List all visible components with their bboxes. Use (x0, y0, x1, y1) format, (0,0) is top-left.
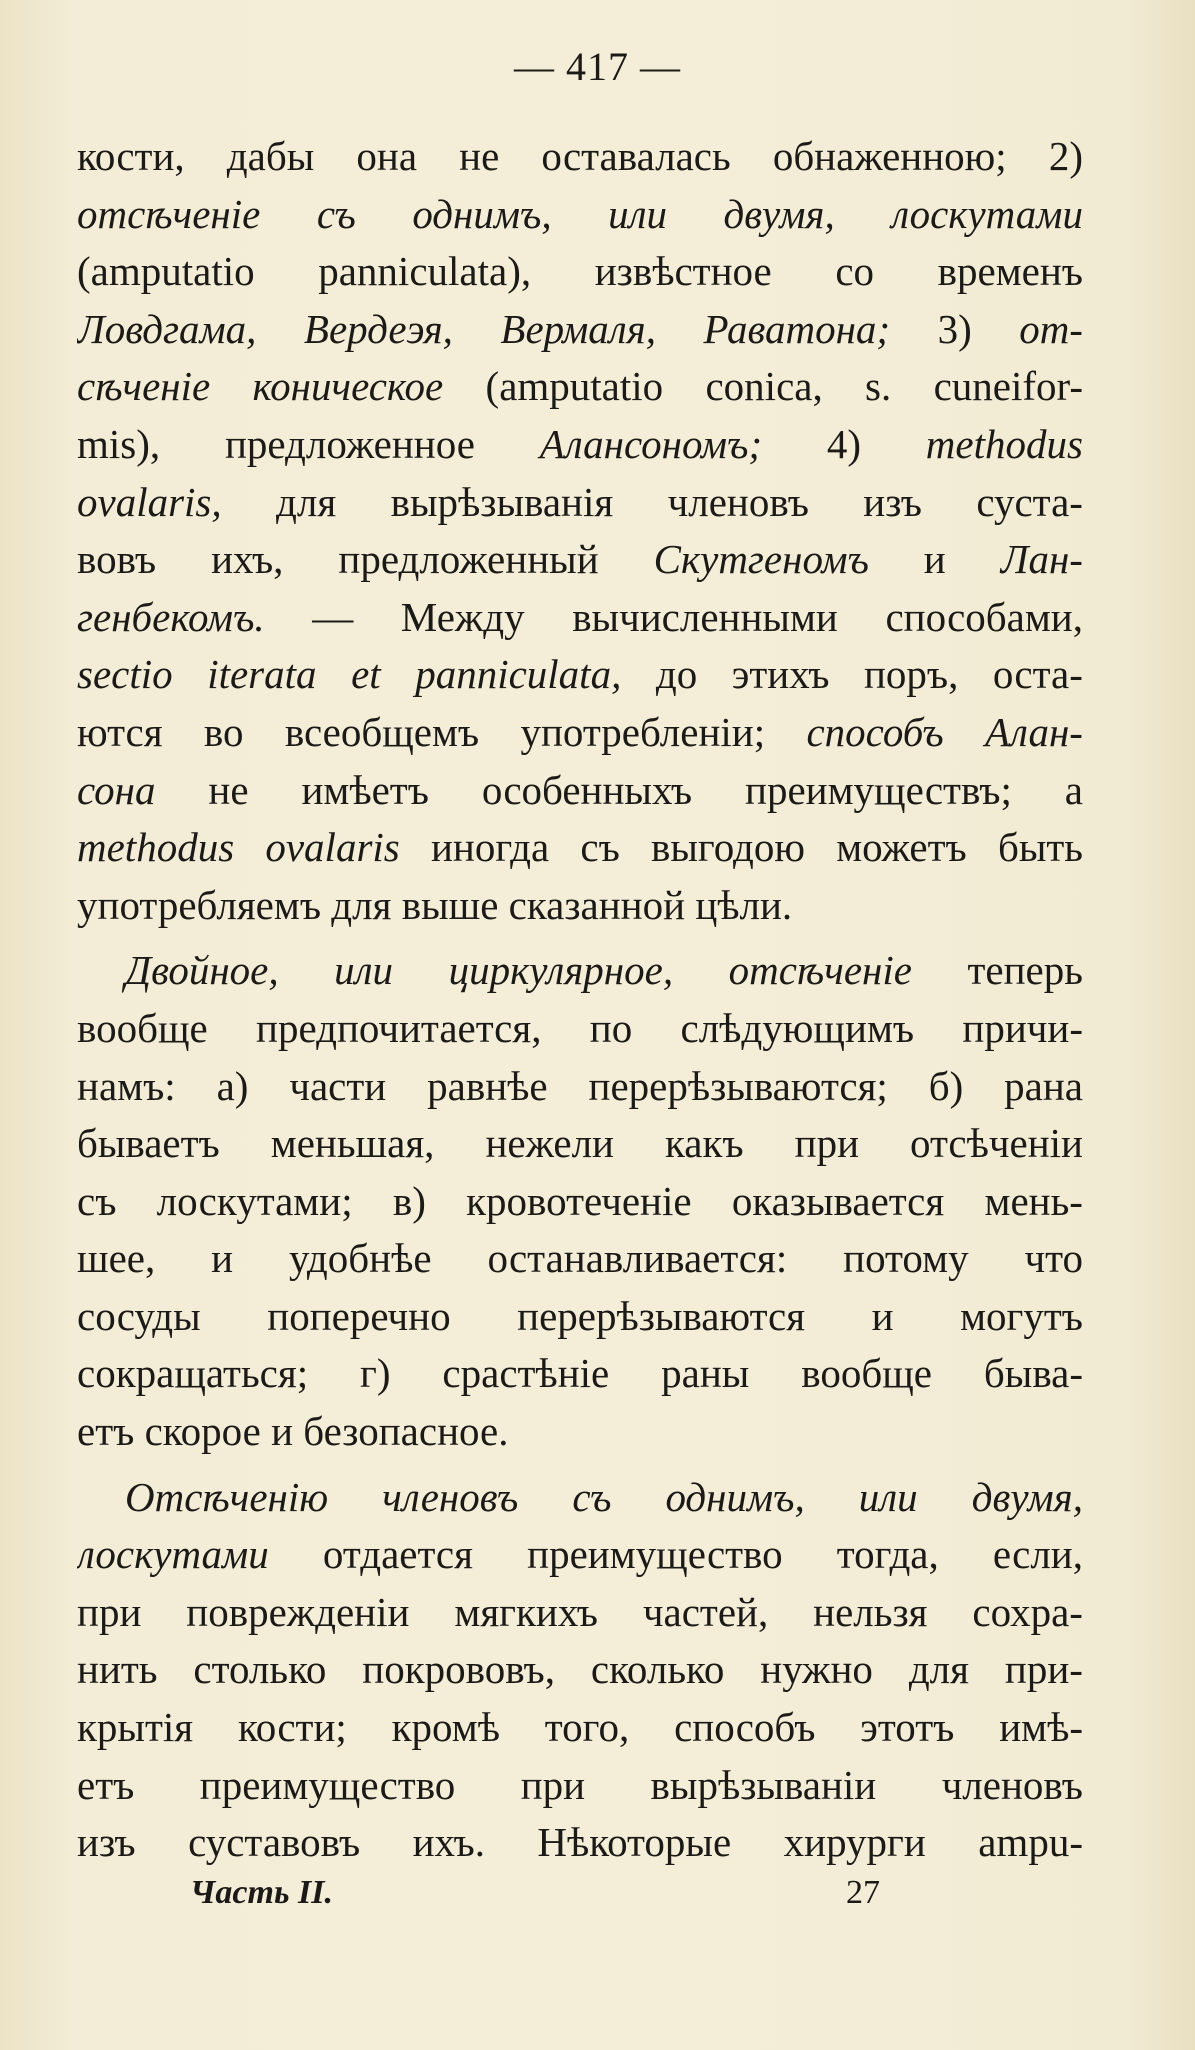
word: и (923, 536, 946, 583)
word: сколько (590, 1646, 725, 1693)
word: et (351, 651, 381, 698)
word: Раватона; (703, 305, 891, 352)
word: вычисленными (572, 593, 838, 640)
word: а) (216, 1062, 249, 1109)
word: и (871, 1292, 894, 1339)
word: а (1064, 766, 1083, 813)
word: цѣли. (695, 881, 793, 928)
word: отдается (322, 1531, 473, 1578)
text-line (77, 819, 1083, 877)
word: methodus (925, 420, 1083, 467)
word: оставалась (541, 133, 731, 179)
word: изъ (863, 478, 922, 525)
word: сосуды (77, 1292, 201, 1339)
word: и (271, 1408, 294, 1455)
word: не (459, 133, 500, 179)
word: если, (992, 1531, 1083, 1578)
word: членовъ (941, 1761, 1083, 1808)
word: членовъ (667, 478, 809, 525)
word: мягкихъ (454, 1588, 598, 1635)
word: тогда, (836, 1531, 939, 1578)
word: всеобщемъ (284, 708, 480, 755)
word: s. (865, 363, 892, 410)
word: выше (401, 881, 499, 928)
word: Ловдгама, (77, 305, 257, 352)
word: покрововъ, (362, 1646, 556, 1693)
word: Между (400, 593, 525, 640)
word: двумя, (971, 1473, 1083, 1520)
word: коническое (252, 363, 444, 410)
paragraph-gap (77, 1461, 1083, 1469)
word: сказанной (508, 881, 686, 928)
word: способъ (674, 1704, 816, 1751)
text-line (77, 589, 1083, 647)
word: нить (77, 1646, 158, 1693)
text-line (77, 358, 1083, 416)
word: для (331, 881, 392, 928)
word: ются (77, 708, 163, 755)
text-line (77, 1641, 1083, 1699)
word: меньшая, (270, 1120, 435, 1167)
word: съ (77, 1177, 117, 1224)
text-line (77, 1115, 1083, 1173)
word: можетъ (836, 824, 967, 871)
word: сохра- (972, 1588, 1083, 1635)
word: преимуществъ; (745, 766, 1012, 813)
word: вообще (77, 1004, 208, 1051)
word: ovalaris, (77, 478, 222, 525)
word: съ (572, 1473, 612, 1520)
word: крытія (77, 1704, 194, 1751)
word: преимущество (199, 1761, 456, 1808)
word: вовъ (77, 536, 157, 583)
word: этотъ (860, 1704, 955, 1751)
word: употребленіи; (520, 708, 766, 755)
word: 3) (937, 305, 972, 352)
word: выгодою (651, 824, 806, 871)
text-line (77, 301, 1083, 359)
word: могутъ (960, 1292, 1083, 1339)
word: столько (193, 1646, 327, 1693)
word: и (211, 1235, 234, 1282)
word: двумя, (723, 190, 835, 237)
word: потому (843, 1235, 969, 1282)
word: скорое (144, 1408, 261, 1455)
word: оказывается (731, 1177, 945, 1224)
word: б) (928, 1062, 964, 1109)
word: 4) (826, 420, 861, 467)
word: особенныхъ (481, 766, 693, 813)
page-number: — 417 — (514, 44, 681, 89)
word: ampu- (978, 1819, 1083, 1866)
word: причи- (962, 1004, 1083, 1051)
word: (amputatio (77, 248, 255, 295)
word: суставовъ (188, 1819, 361, 1866)
word: предпочитается, (256, 1004, 542, 1051)
word: извѣстное (594, 248, 772, 295)
word: лоскутами (891, 190, 1083, 237)
text-line (77, 942, 1083, 1000)
text-line (77, 1173, 1083, 1231)
word: сѣченіе (77, 363, 211, 410)
word: Алан- (985, 708, 1083, 755)
word: panniculata, (415, 651, 622, 698)
word: слѣдующимъ (680, 1004, 915, 1051)
word: съ (580, 824, 620, 871)
word: суста- (976, 478, 1083, 525)
text-line (77, 1403, 1083, 1461)
signature-number: 27 (846, 1874, 880, 1911)
word: етъ (77, 1408, 135, 1455)
word: рана (1004, 1062, 1083, 1109)
word: частей, (642, 1588, 769, 1635)
text-line (77, 1345, 1083, 1403)
text-line (77, 1230, 1083, 1288)
word: дабы (226, 133, 315, 179)
word: останавливается: (487, 1235, 788, 1282)
word: части (289, 1062, 387, 1109)
word: Скутгеномъ (653, 536, 869, 583)
word: кромѣ (391, 1704, 500, 1751)
word: или (858, 1473, 918, 1520)
word: для (276, 478, 337, 525)
word: временъ (937, 248, 1083, 295)
word: имѣ- (999, 1704, 1083, 1751)
word: лоскутами (77, 1531, 269, 1578)
text-line (77, 1058, 1083, 1116)
word: вырѣзыванія (390, 478, 614, 525)
word: сона (77, 766, 156, 813)
word: циркулярное, (448, 947, 674, 994)
word: methodus (77, 824, 235, 871)
word: имѣетъ (301, 766, 429, 813)
text-line (77, 474, 1083, 532)
text-line (77, 531, 1083, 589)
word: кости, (77, 133, 185, 179)
word: иногда (430, 824, 550, 871)
word: при (520, 1761, 586, 1808)
word: — (312, 593, 354, 640)
word: что (1024, 1235, 1083, 1282)
word: Двойное, (125, 947, 279, 994)
word: способъ (806, 708, 944, 755)
word: поръ, (863, 651, 959, 698)
word: срастѣніе (442, 1350, 610, 1397)
word: отсѣченіи (910, 1120, 1083, 1167)
text-line (77, 128, 1083, 186)
word: sectio (77, 651, 173, 698)
word: нежели (485, 1120, 614, 1167)
word: при (794, 1120, 860, 1167)
word: Нѣкоторые (537, 1819, 732, 1866)
word: однимъ, (412, 190, 552, 237)
word: оста- (992, 651, 1083, 698)
text-line (77, 762, 1083, 820)
text-line (77, 243, 1083, 301)
text-line (77, 646, 1083, 704)
word: вырѣзываніи (650, 1761, 877, 1808)
word: лоскутами; (156, 1177, 353, 1224)
word: съ (316, 190, 356, 237)
word: Отсѣченію (125, 1473, 329, 1520)
text-line (77, 416, 1083, 474)
word: mis), (77, 420, 161, 467)
word: членовъ (382, 1473, 519, 1520)
word: поперечно (267, 1292, 451, 1339)
text-line (77, 1469, 1083, 1527)
word: до (655, 651, 698, 698)
text-line (77, 1000, 1083, 1058)
word: при (77, 1588, 142, 1635)
word: Вердеэя, (303, 305, 453, 352)
word: она (356, 133, 418, 179)
word: panniculata), (318, 248, 532, 295)
word: вообще (801, 1350, 932, 1397)
word: шее, (77, 1235, 156, 1282)
word: по (589, 1004, 633, 1051)
paragraph-gap (77, 934, 1083, 942)
word: намъ: (77, 1062, 176, 1109)
word: какъ (665, 1120, 744, 1167)
word: этихъ (731, 651, 830, 698)
text-line (77, 1757, 1083, 1815)
word: равнѣе (427, 1062, 548, 1109)
word: не (208, 766, 249, 813)
word: преимущество (527, 1531, 783, 1578)
word: г) (360, 1350, 391, 1397)
word: нельзя (813, 1588, 928, 1635)
word: или (608, 190, 667, 237)
word: Вермаля, (500, 305, 656, 352)
word: быть (997, 824, 1083, 871)
page-footer (0, 1868, 1195, 1918)
body-text (77, 128, 1083, 1872)
word: перерѣзываются (517, 1292, 806, 1339)
word: или (334, 947, 394, 994)
word: отсѣченіе (77, 190, 261, 237)
word: того, (544, 1704, 630, 1751)
text-line (77, 704, 1083, 762)
word: нужно (760, 1646, 873, 1693)
word: для (908, 1646, 969, 1693)
word: бываетъ (77, 1120, 220, 1167)
word: cuneifor- (933, 363, 1083, 410)
word: 2) (1048, 133, 1083, 179)
word: обнаженною; (772, 133, 1007, 179)
word: поврежденіи (186, 1588, 410, 1635)
word: изъ (77, 1819, 136, 1866)
text-line (77, 1699, 1083, 1757)
word: сокращаться; (77, 1350, 309, 1397)
word: кости; (237, 1704, 347, 1751)
signature-label: Часть II. (190, 1874, 333, 1911)
word: Алансономъ; (539, 420, 763, 467)
word: безопасное. (303, 1408, 509, 1455)
word: (amputatio (485, 363, 664, 410)
word: отсѣченіе (728, 947, 912, 994)
word: в) (392, 1177, 426, 1224)
text-line (77, 1814, 1083, 1872)
word: при- (1004, 1646, 1083, 1693)
word: хирурги (783, 1819, 926, 1866)
word: мень- (984, 1177, 1083, 1224)
word: генбекомъ. (77, 593, 265, 640)
text-line (77, 1526, 1083, 1584)
word: iterata (207, 651, 317, 698)
word: со (835, 248, 875, 295)
word: от- (1019, 305, 1083, 352)
text-line (77, 1584, 1083, 1642)
word: способами, (885, 593, 1083, 640)
word: употребляемъ (77, 881, 322, 928)
word: кровотеченіе (466, 1177, 692, 1224)
word: раны (661, 1350, 750, 1397)
text-line (77, 1288, 1083, 1346)
word: во (203, 708, 244, 755)
word: ихъ. (412, 1819, 485, 1866)
word: перерѣзываются; (588, 1062, 888, 1109)
word: ихъ, (211, 536, 284, 583)
word: быва- (983, 1350, 1083, 1397)
word: етъ (77, 1761, 135, 1808)
word: теперь (967, 947, 1083, 994)
word: удобнѣе (288, 1235, 432, 1282)
word: предложенное (224, 420, 475, 467)
word: однимъ, (665, 1473, 805, 1520)
word: conica, (705, 363, 823, 410)
word: ovalaris (265, 824, 400, 871)
word: предложенный (338, 536, 599, 583)
word: Лан- (1000, 536, 1083, 583)
text-line (77, 877, 1083, 935)
text-line (77, 186, 1083, 244)
